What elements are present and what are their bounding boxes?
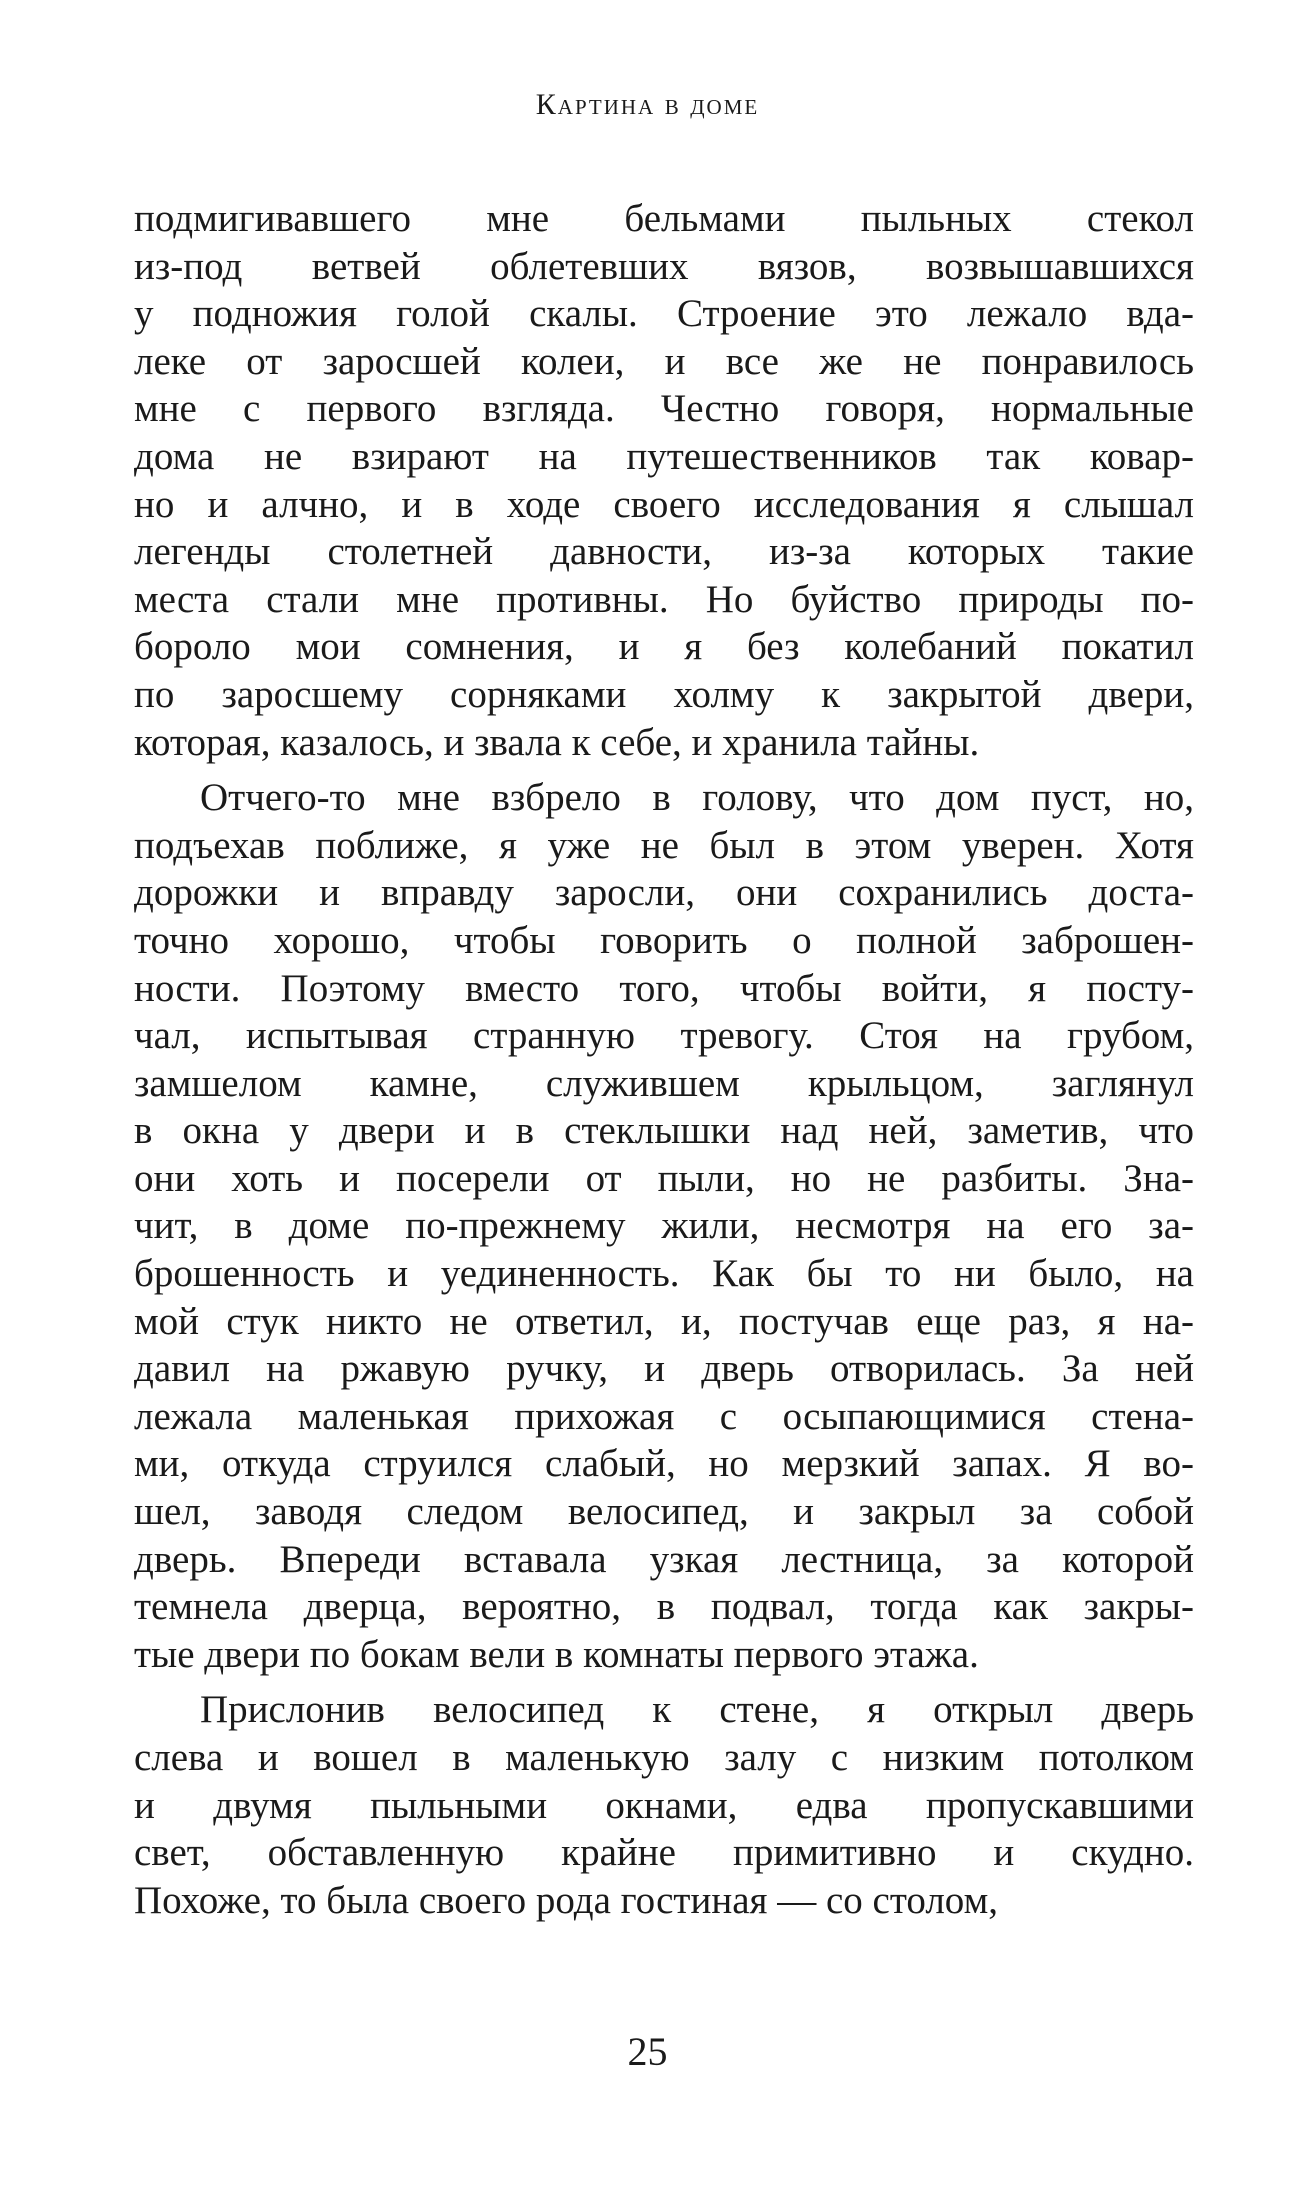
text-line: чал, испытывая странную тревогу. Стоя на грубом, bbox=[134, 1014, 1194, 1058]
text-line: точно хорошо, чтобы говорить о полной заброшен- bbox=[134, 918, 1194, 962]
paragraph-gap bbox=[134, 766, 1194, 774]
text-line: Отчего-то мне взбрело в голову, что дом пуст, но, bbox=[200, 776, 1194, 820]
text-line: но и алчно, и в ходе своего исследования я слышал bbox=[134, 482, 1194, 526]
text-line: они хоть и посерели от пыли, но не разбиты. Зна- bbox=[134, 1156, 1194, 1200]
text-line: слева и вошел в маленькую залу с низким потолком bbox=[134, 1736, 1194, 1779]
text-line: мой стук никто не ответил, и, постучав еще раз, я на- bbox=[134, 1299, 1194, 1343]
text-line: и двумя пыльными окнами, едва пропускавшими bbox=[134, 1783, 1194, 1827]
text-line: чит, в доме по-прежнему жили, несмотря на его за- bbox=[134, 1204, 1194, 1248]
text-line: подъехав поближе, я уже не был в этом уверен. Хотя bbox=[134, 823, 1194, 867]
text-line: замшелом камне, служившем крыльцом, заглянул bbox=[134, 1061, 1194, 1105]
paragraph-gap bbox=[134, 1678, 1194, 1686]
body-text bbox=[134, 195, 1194, 1924]
text-line: Похоже, то была своего рода гостиная — со столом, bbox=[134, 1878, 998, 1922]
paragraph bbox=[134, 774, 1194, 1678]
text-line: подмигивавшего мне бельмами пыльных стекол bbox=[134, 197, 1194, 240]
text-line: леке от заросшей колеи, и все же не понравилось bbox=[134, 339, 1194, 383]
text-line: которая, казалось, и звала к себе, и хранила тайны. bbox=[134, 720, 980, 764]
text-line: дверь. Впереди вставала узкая лестница, за которой bbox=[134, 1537, 1194, 1581]
running-head: Картина в доме bbox=[535, 88, 760, 121]
text-line: свет, обставленную крайне примитивно и скудно. bbox=[134, 1831, 1194, 1875]
page-number: 25 bbox=[627, 2029, 668, 2074]
text-line: бороло мои сомнения, и я без колебаний покатил bbox=[134, 625, 1194, 669]
text-line: ности. Поэтому вместо того, чтобы войти, я посту- bbox=[134, 966, 1194, 1010]
text-line: легенды столетней давности, из-за которых такие bbox=[134, 530, 1194, 574]
text-line: из-под ветвей облетевших вязов, возвышавшихся bbox=[134, 244, 1194, 288]
text-line: мне с первого взгляда. Честно говоря, нормальные bbox=[134, 387, 1194, 431]
paragraph bbox=[134, 195, 1194, 766]
text-line: тые двери по бокам вели в комнаты первого этажа. bbox=[134, 1632, 979, 1676]
text-line: места стали мне противны. Но буйство природы по- bbox=[134, 577, 1194, 621]
text-line: у подножия голой скалы. Строение это лежало вда- bbox=[134, 292, 1194, 336]
text-line: дорожки и вправду заросли, они сохранились доста- bbox=[134, 871, 1194, 915]
text-line: ми, откуда струился слабый, но мерзкий запах. Я во- bbox=[134, 1442, 1194, 1486]
text-line: Прислонив велосипед к стене, я открыл дверь bbox=[200, 1688, 1194, 1732]
text-line: брошенность и уединенность. Как бы то ни было, на bbox=[134, 1252, 1194, 1296]
text-line: темнела дверца, вероятно, в подвал, тогда как закры- bbox=[134, 1585, 1194, 1629]
text-line: лежала маленькая прихожая с осыпающимися стена- bbox=[134, 1394, 1194, 1438]
text-line: в окна у двери и в стеклышки над ней, заметив, что bbox=[134, 1109, 1194, 1153]
text-line: по заросшему сорняками холму к закрытой двери, bbox=[134, 672, 1194, 716]
paragraph bbox=[134, 1686, 1194, 1924]
text-line: давил на ржавую ручку, и дверь отворилась. За ней bbox=[134, 1347, 1194, 1391]
text-line: дома не взирают на путешественников так ковар- bbox=[134, 434, 1194, 478]
text-line: шел, заводя следом велосипед, и закрыл за собой bbox=[134, 1490, 1194, 1534]
